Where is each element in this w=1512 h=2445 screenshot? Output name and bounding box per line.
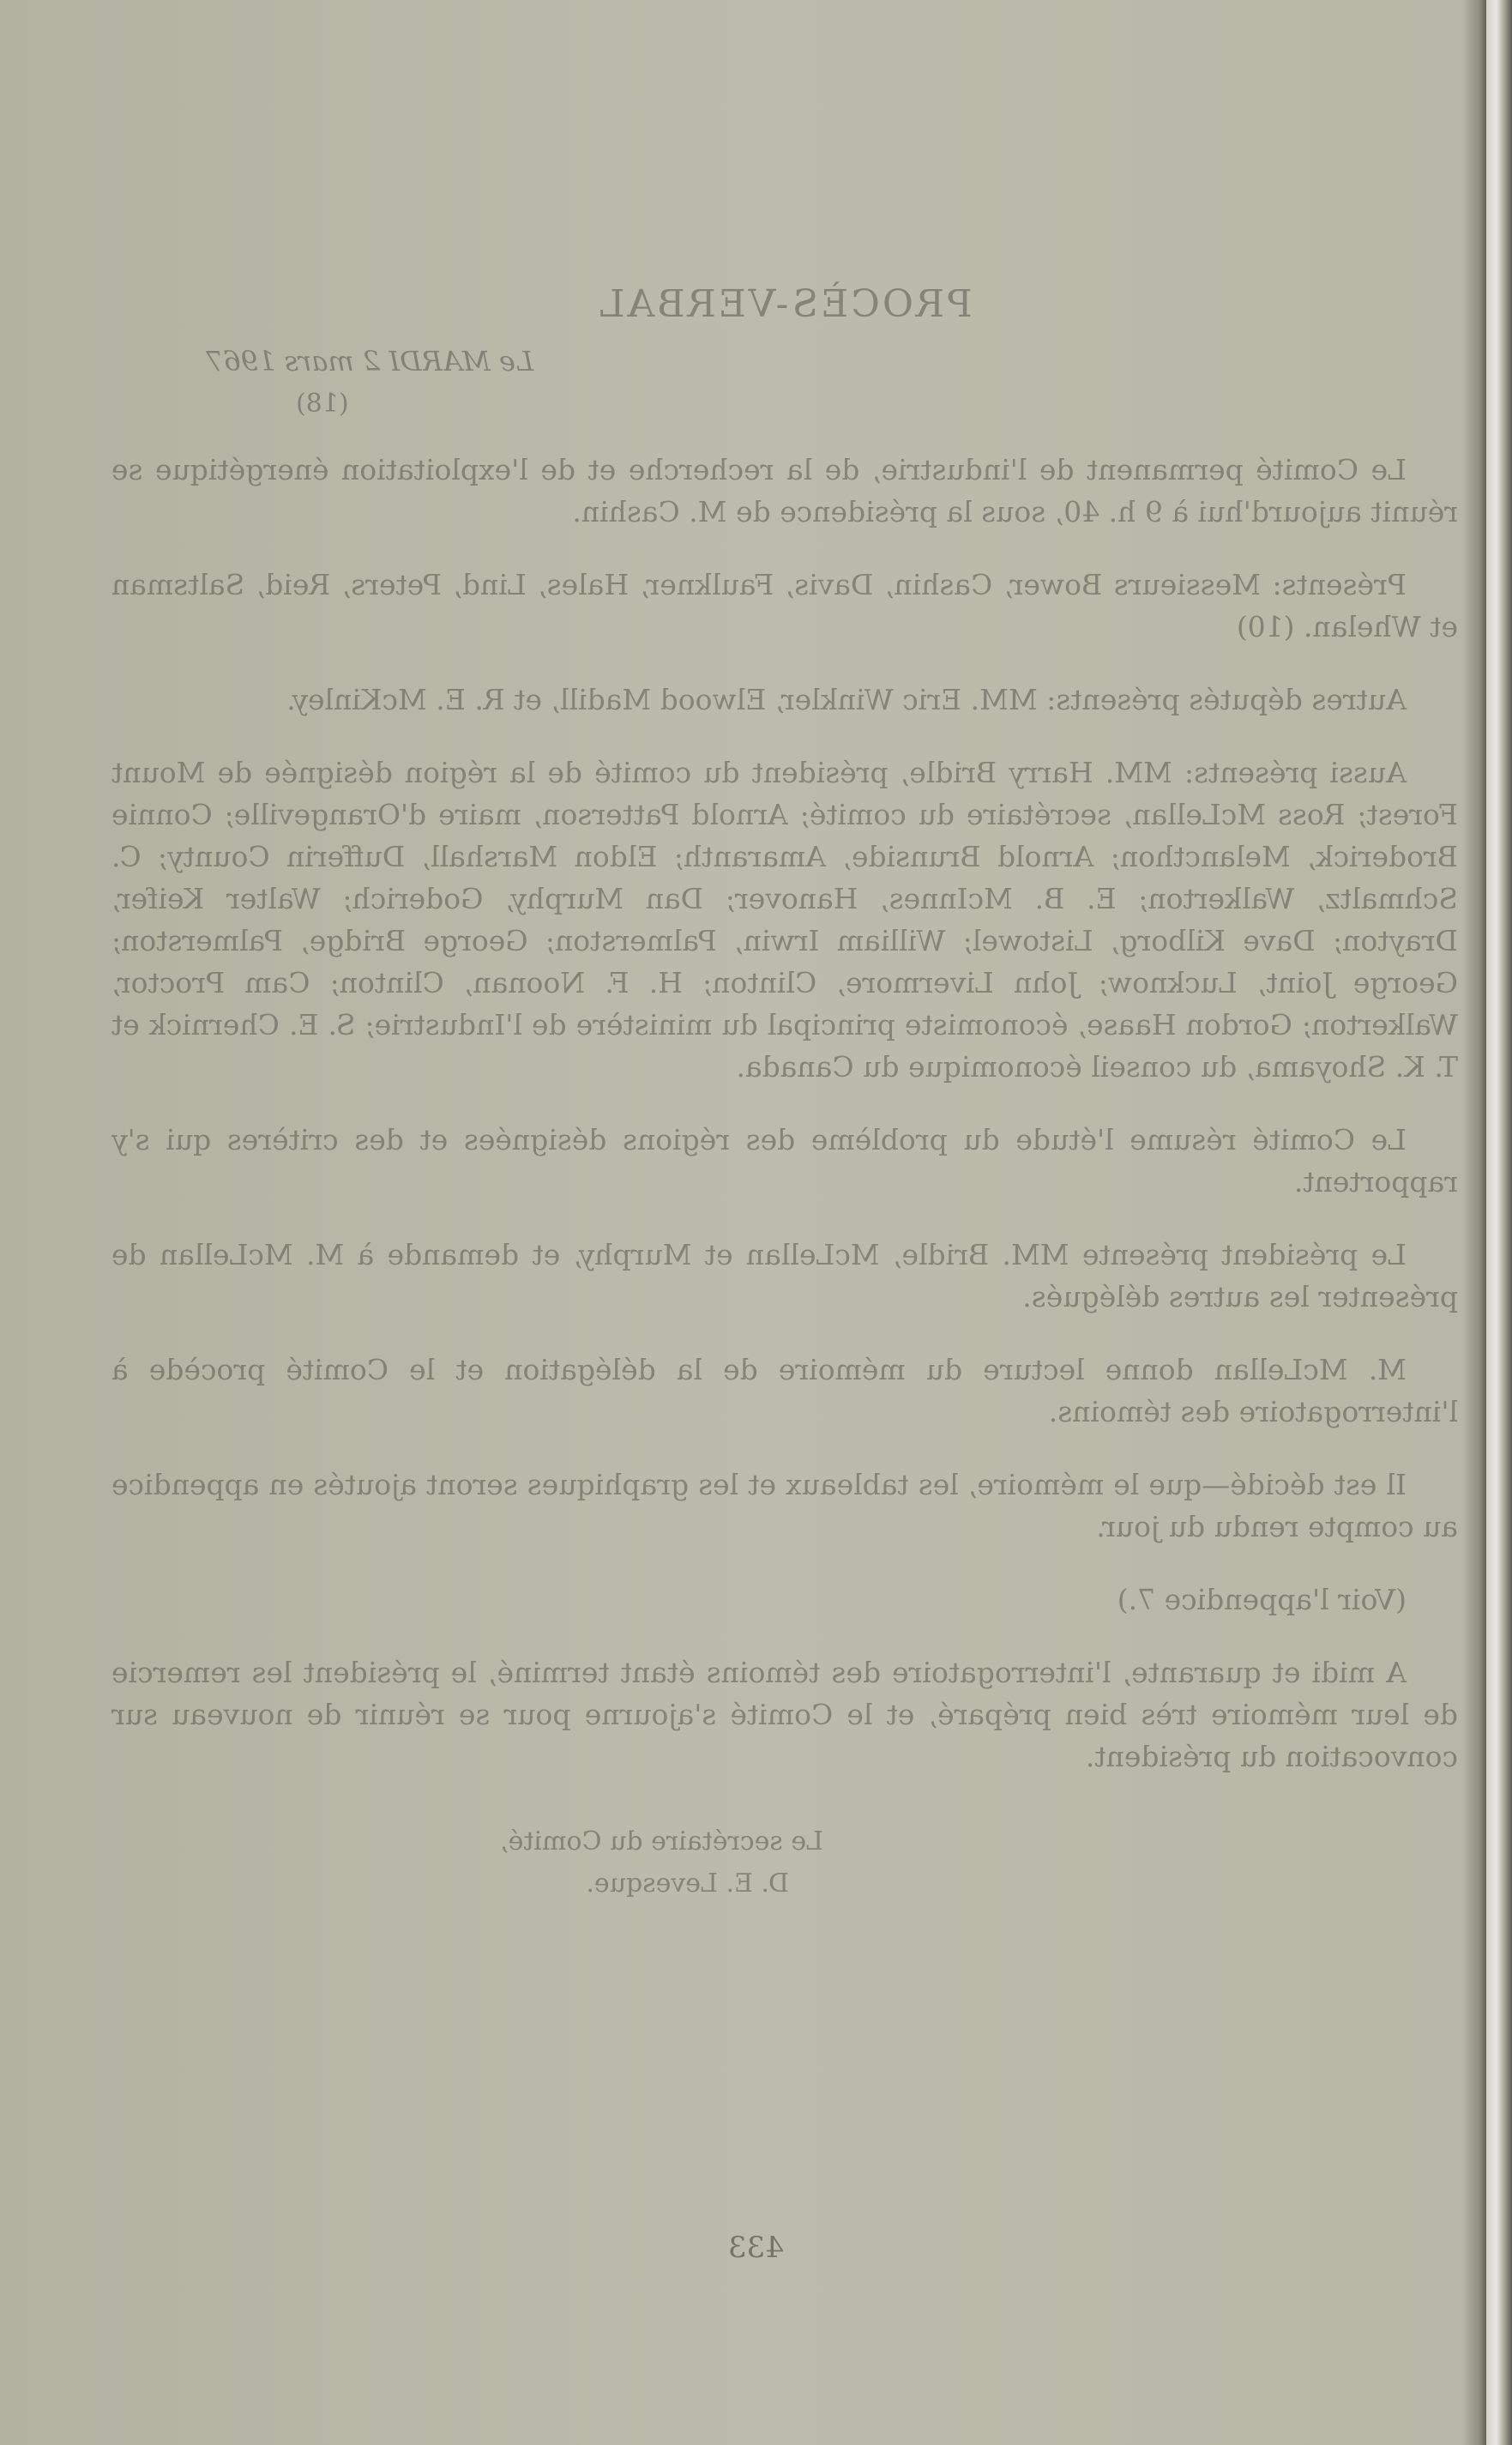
- page-binding-edge: [1486, 0, 1512, 2445]
- sitting-date: Le MARDI 2 mars 1967: [206, 345, 534, 377]
- paragraph: Le Comité résume l'étude du problème des régions désignées et des critères qui s'y rapportent.: [111, 1123, 1458, 1198]
- binding-shadow: [1462, 0, 1486, 2445]
- signature-role: Le secrétaire du Comité,: [500, 1826, 823, 1856]
- paragraph: Aussi présents: MM. Harry Bridle, président du comité de la région désignée de Mount Forest; Ross McLellan, secrétaire du comité; Arnold Patterson, maire d'Orangeville; Connie Broderick, Melancthon; Arnold Brunside, Amaranth; Eldon Marshall, Dufferin County; C. Schmaltz, Walkerton; E. B. McInnes, Hanover; Dan Murphy, Goderich; Walter Keifer, Drayton; Dave Kilborg, Listowel; William Irwin, Palmerston; George Bridge, Palmerston; George Joint, Lucknow; John Livermore, Clinton; H. F. Noonan, Clinton; Cam Proctor, Walkerton; Gordon Haase, économiste principal du ministère de l'Industrie; S. E. Chernick et T. K. Shoyama, du conseil économique du Canada.: [111, 756, 1458, 1084]
- page-number: [0, 2231, 1512, 2265]
- paragraph: Présents: Messieurs Bower, Cashin, Davis, Faulkner, Hales, Lind, Peters, Reid, Saltsman et Whelan. (10): [111, 568, 1458, 643]
- paragraph: Le président présente MM. Bridle, McLellan et Murphy, et demande à M. McLellan de présenter les autres délégués.: [111, 1238, 1458, 1313]
- page-number-text: 433: [728, 2231, 784, 2265]
- paragraph: Autres députés présents: MM. Eric Winkler, Elwood Madill, et R. E. McKinley.: [286, 683, 1407, 716]
- sitting-number: (18): [296, 389, 349, 419]
- bleed-through-text: [111, 283, 1458, 1905]
- paragraph: Le Comité permanent de l'industrie, de la recherche et de l'exploitation énergétique se réunit aujourd'hui à 9 h. 40, sous la présidence de M. Cashin.: [111, 453, 1458, 528]
- paragraph: (Voir l'appendice 7.): [1117, 1583, 1407, 1616]
- document-title: PROCÈS-VERBAL: [597, 282, 973, 326]
- paragraph: M. McLellan donne lecture du mémoire de la délégation et le Comité procède à l'interrogatoire des témoins.: [111, 1353, 1458, 1428]
- paragraph: Il est décidé—que le mémoire, les tableaux et les graphiques seront ajoutés en appendice au compte rendu du jour.: [111, 1468, 1458, 1543]
- signature-name: D. E. Levesque.: [586, 1868, 789, 1899]
- signature-block: [111, 1820, 823, 1905]
- paragraph: A midi et quarante, l'interrogatoire des témoins étant terminé, le président les remercie de leur mémoire très bien préparé, et le Comité s'ajourne pour se réunir de nouveau sur convocation du président.: [111, 1656, 1458, 1773]
